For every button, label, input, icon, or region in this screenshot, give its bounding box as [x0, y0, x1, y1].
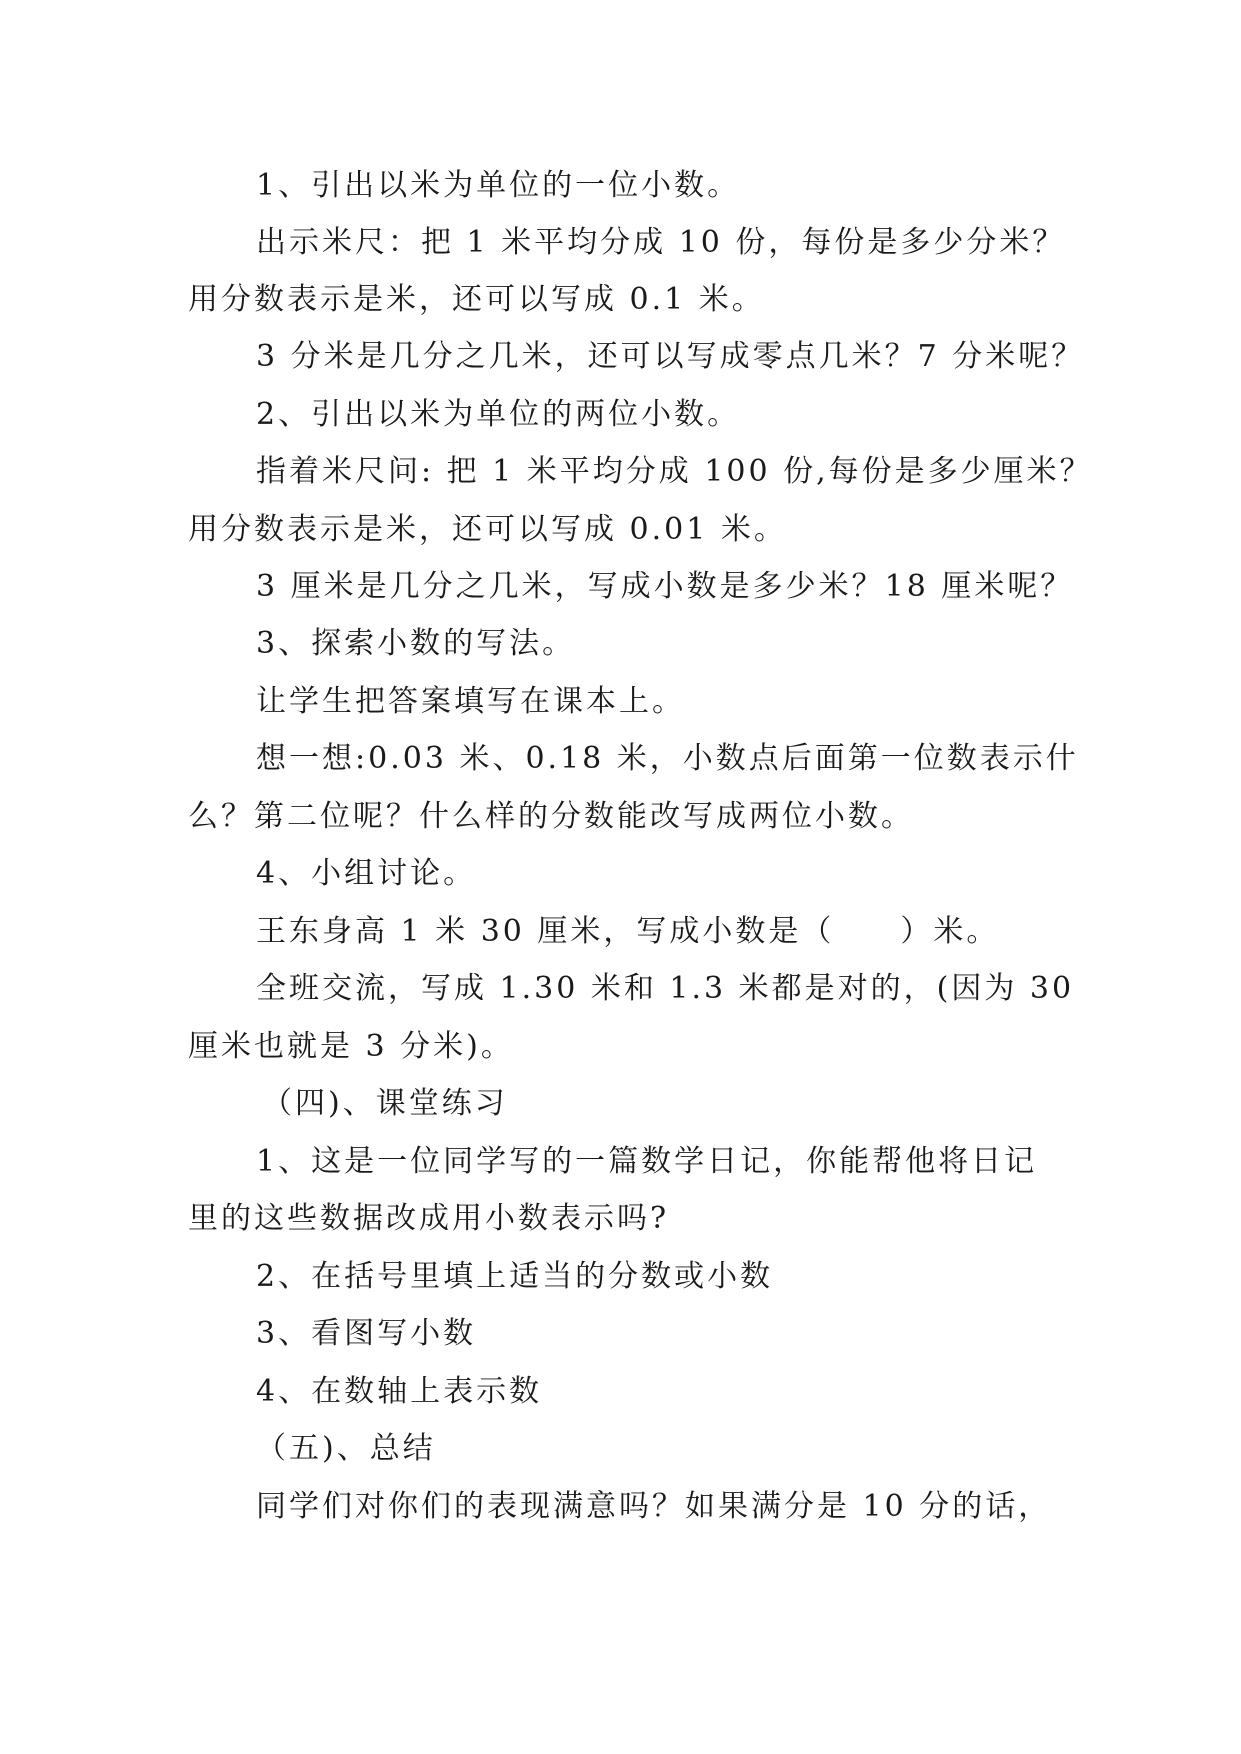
- text-line: 指着米尺问: 把 1 米平均分成 100 份,每份是多少厘米？: [256, 454, 1093, 489]
- text-line: 1、引出以米为单位的一位小数。: [256, 168, 741, 203]
- section-heading: （四)、课堂练习: [262, 1086, 508, 1121]
- text-line: 王东身高 1 米 30 厘米，写成小数是（ ）米。: [256, 914, 1000, 949]
- text-line: 同学们对你们的表现满意吗？如果满分是 10 分的话，: [256, 1489, 1052, 1524]
- text-line: 4、在数轴上表示数: [256, 1374, 543, 1409]
- text-line: 用分数表示是米，还可以写成 0.1 米。: [188, 282, 765, 317]
- section-heading: （五)、总结: [256, 1431, 436, 1466]
- text-line: 厘米也就是 3 分米)。: [188, 1029, 514, 1064]
- text-line: 3 厘米是几分之几米，写成小数是多少米？18 厘米呢？: [256, 569, 1074, 604]
- text-line: 让学生把答案填写在课本上。: [256, 684, 685, 719]
- text-line: 里的这些数据改成用小数表示吗?: [188, 1201, 670, 1236]
- text-line: 4、小组讨论。: [256, 856, 477, 891]
- text-line: 3、看图写小数: [256, 1316, 477, 1351]
- text-line: 想一想:0.03 米、0.18 米，小数点后面第一位数表示什: [256, 741, 1079, 776]
- text-line: 2、在括号里填上适当的分数或小数: [256, 1259, 774, 1294]
- text-line: 出示米尺：把 1 米平均分成 10 份，每份是多少分米？: [256, 225, 1066, 260]
- text-line: 用分数表示是米，还可以写成 0.01 米。: [188, 512, 787, 547]
- text-line: 么？第二位呢？什么样的分数能改写成两位小数。: [188, 799, 914, 834]
- text-line: 1、这是一位同学写的一篇数学日记，你能帮他将日记: [256, 1144, 1038, 1179]
- text-line: 3、探索小数的写法。: [256, 626, 576, 661]
- text-line: 3 分米是几分之几米，还可以写成零点几米？7 分米呢？: [256, 339, 1085, 374]
- text-line: 2、引出以米为单位的两位小数。: [256, 397, 741, 432]
- text-line: 全班交流，写成 1.30 米和 1.3 米都是对的，(因为 30: [256, 971, 1075, 1006]
